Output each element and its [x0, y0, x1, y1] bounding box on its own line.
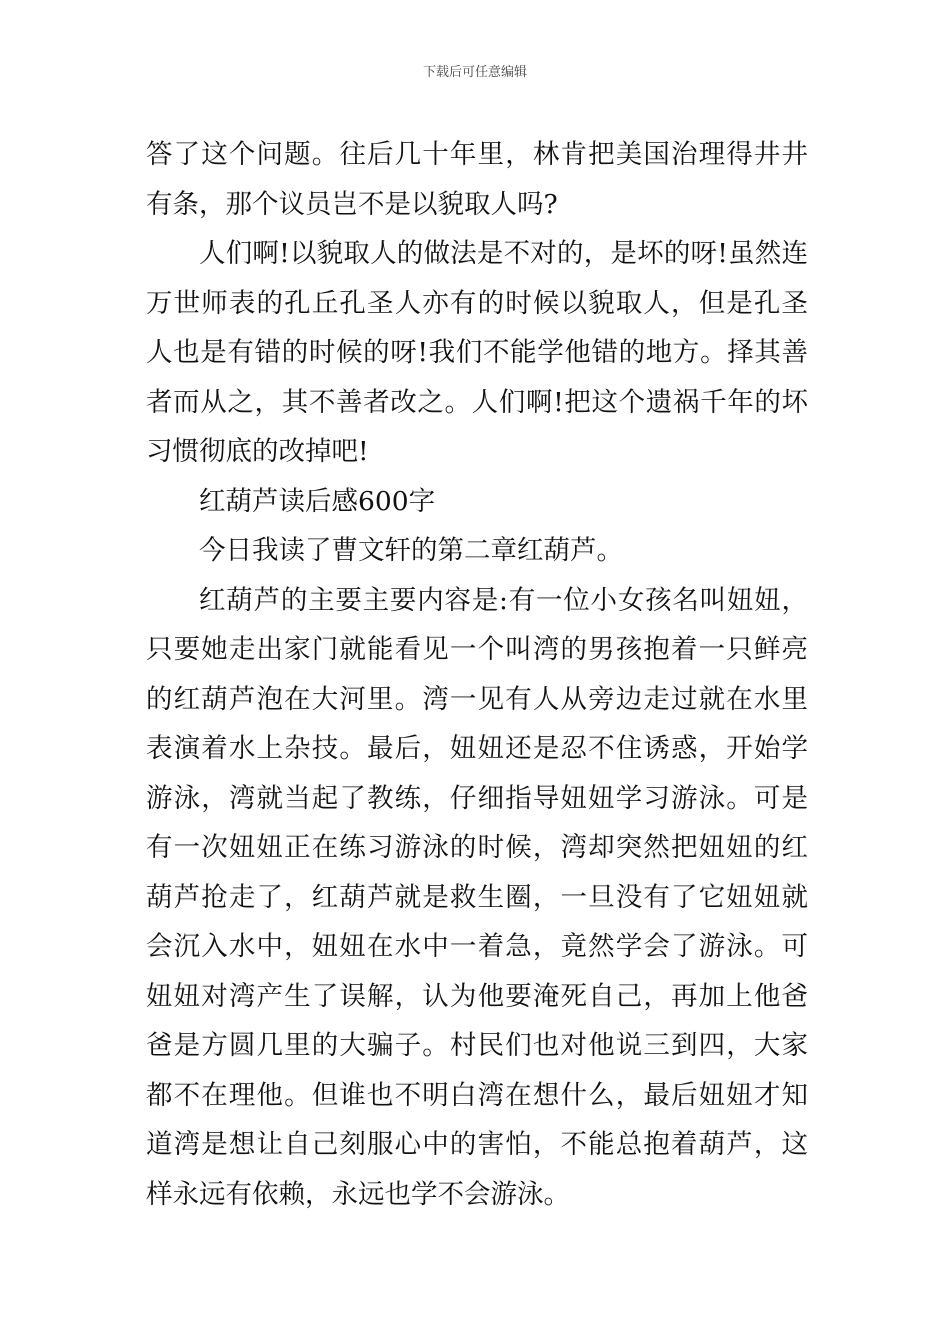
- document-body: [146, 130, 808, 1219]
- section-title: 红葫芦读后感600字: [199, 485, 436, 517]
- paragraph-summary: 红葫芦的主要主要内容是:有一位小女孩名叫妞妞，只要她走出家门就能看见一个叫湾的男孩抱着一只鲜亮的红葫芦泡在大河里。湾一见有人从旁边走过就在水里表演着水上杂技。最后，妞妞还是忍不住诱惑，开始学游泳，湾就当起了教练，仔细指导妞妞学习游泳。可是有一次妞妞正在练习游泳的时候，湾却突然把妞妞的红葫芦抢走了，红葫芦就是救生圈，一旦没有了它妞妞就会沉入水中，妞妞在水中一着急，竟然学会了游泳。可妞妞对湾产生了误解，认为他要淹死自己，再加上他爸爸是方圆几里的大骗子。村民们也对他说三到四，大家都不在理他。但谁也不明白湾在想什么，最后妞妞才知道湾是想让自己刻服心中的害怕，不能总抱着葫芦，这样永远有依赖，永远也学不会游泳。: [146, 584, 808, 1210]
- paragraph-intro: 今日我读了曹文轩的第二章红葫芦。: [199, 535, 623, 566]
- paragraph-judging-by-appearance: 人们啊!以貌取人的做法是不对的，是坏的呀!虽然连万世师表的孔丘孔圣人亦有的时候以貌取人，但是孔圣人也是有错的时候的呀!我们不能学他错的地方。择其善者而从之，其不善者改之。人们啊!把这个遗祸千年的坏习惯彻底的改掉吧!: [146, 238, 808, 467]
- header-note: 下载后可任意编辑: [422, 65, 527, 80]
- paragraph-continuation: 答了这个问题。往后几十年里，林肯把美国治理得井井有条，那个议员岂不是以貌取人吗?: [146, 139, 808, 220]
